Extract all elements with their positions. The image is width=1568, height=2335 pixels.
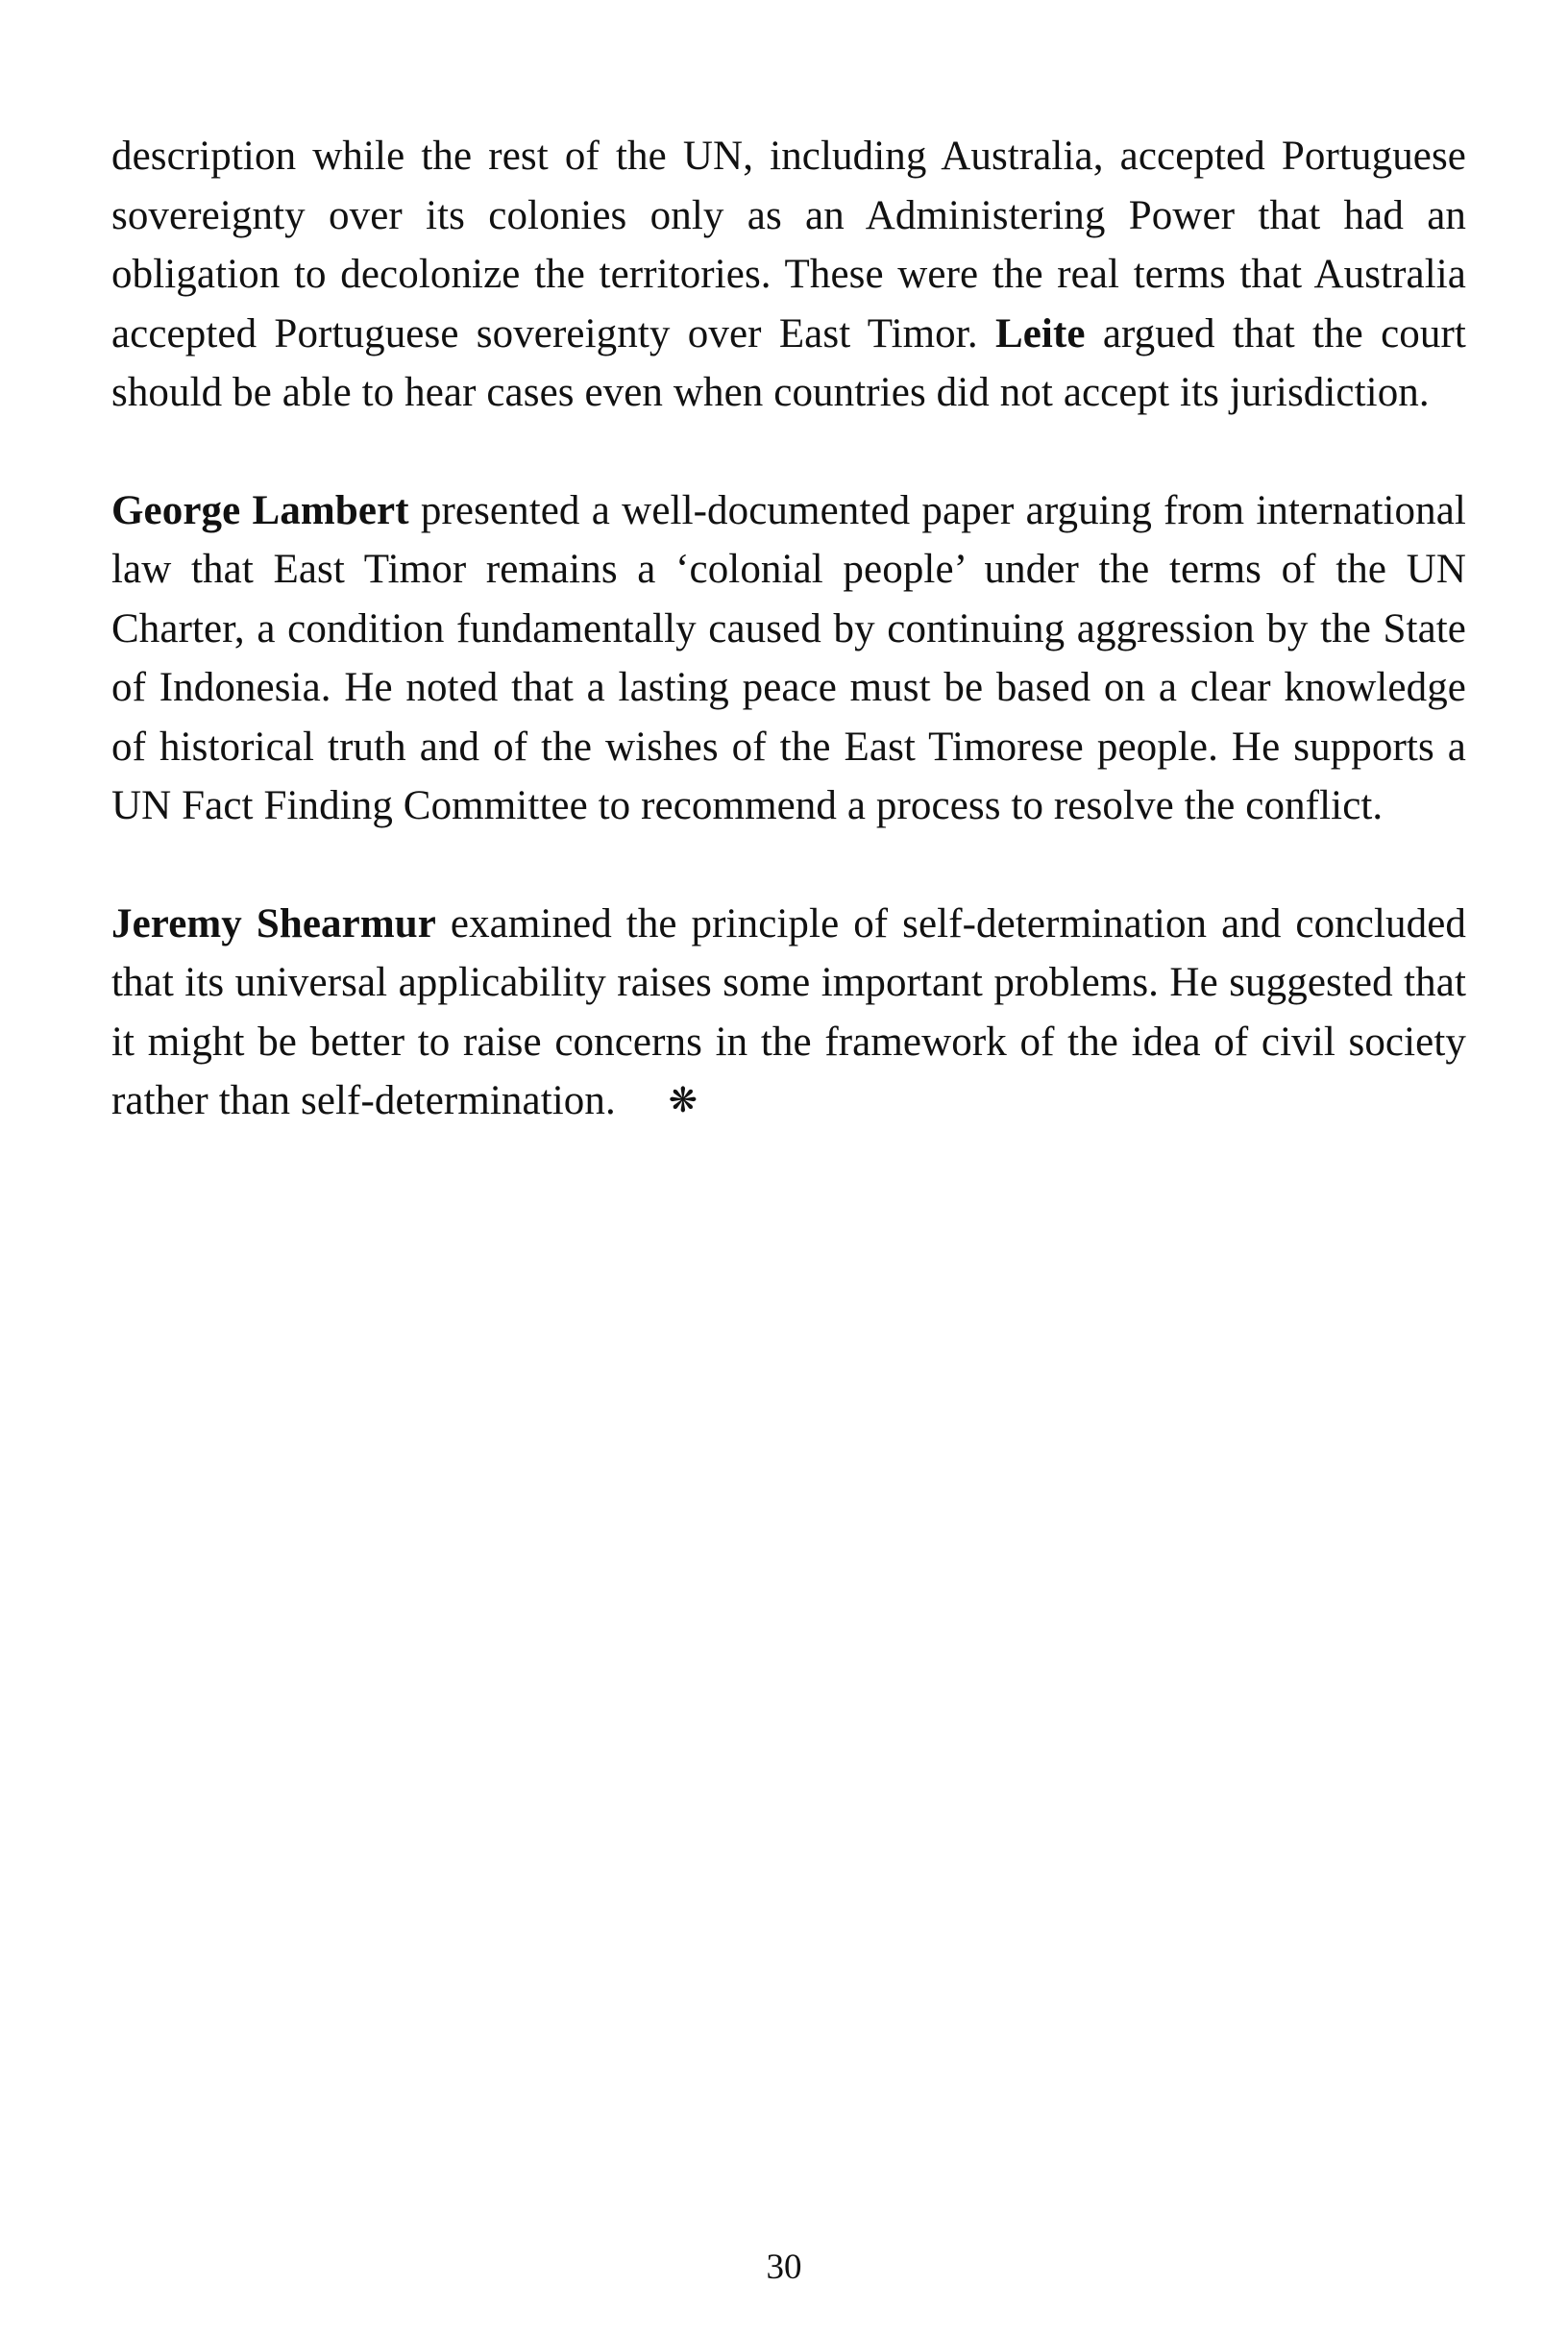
paragraph-text: examined the principle of self-determination and concluded that its universal applicability raises some important problems. He suggested that it might be better to raise concerns in the framework of the idea of civil society rather than self-determination. [111,900,1466,1123]
paragraph-text: argued that the court should be able to hear cases even when countries did not accept its jurisdiction. [111,310,1466,415]
speaker-name-shearmur: Jeremy Shearmur [111,900,436,946]
paragraph-shearmur [111,895,1466,1131]
paragraph-leite [111,127,1466,423]
end-mark-icon: ❋ [668,1081,698,1119]
page-number: 30 [766,2248,802,2287]
body-text [111,127,1466,1190]
paragraph-text: description while the rest of the UN, including Australia, accepted Portuguese sovereignty over its colonies only as an Administering Power that had an obligation to decolonize the territories. These were the real terms that Australia accepted Portuguese sovereignty over East Timor. [111,134,1466,356]
paragraph-lambert [111,481,1466,836]
speaker-name-leite: Leite [994,310,1086,356]
paragraph-text: presented a well-documented paper arguing from international law that East Timor remains a ‘colonial people’ under the terms of the UN Charter, a condition fundamentally caused by continuing aggression by the State of Indonesia. He noted that a lasting peace must be based on a clear knowledge of historical truth and of the wishes of the East Timorese people. He supports a UN Fact Finding Committee to recommend a process to resolve the conflict. [111,487,1466,828]
speaker-name-lambert: George Lambert [111,487,409,533]
